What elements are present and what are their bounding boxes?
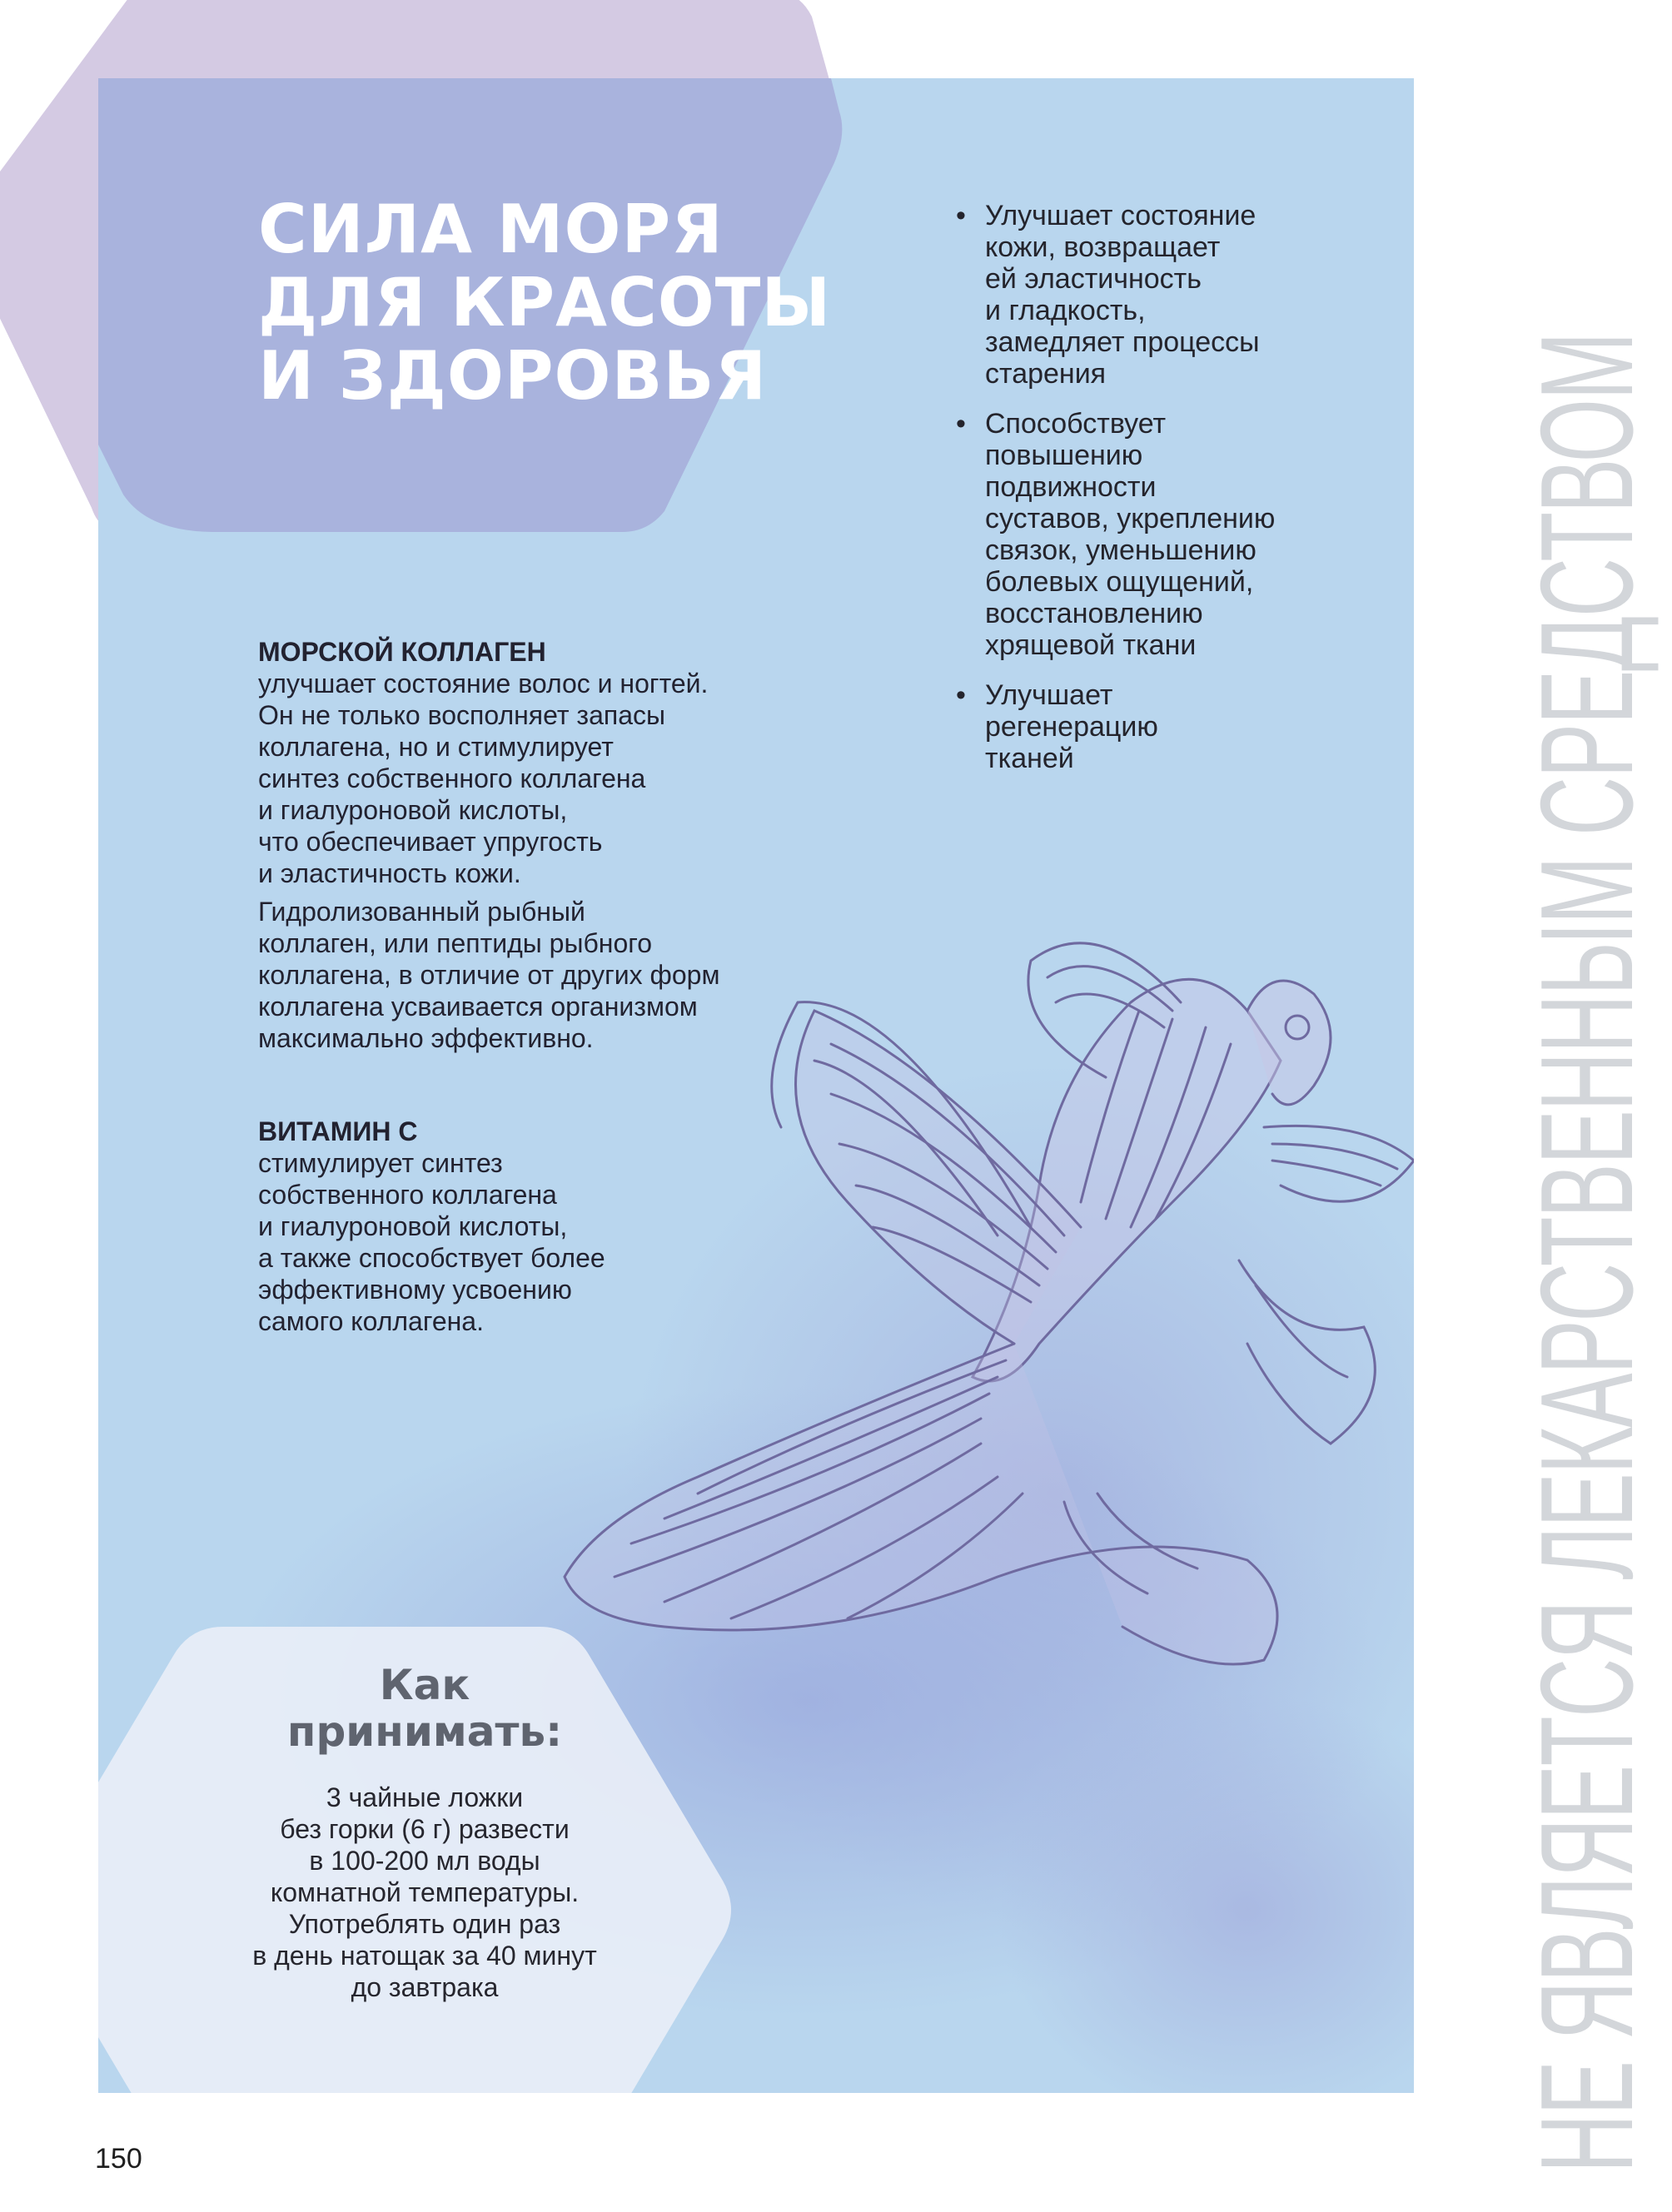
benefit-line: связок, уменьшению xyxy=(985,534,1256,566)
collagen-heading: МОРСКОЙ КОЛЛАГЕН xyxy=(258,637,546,667)
collagen-line: улучшает состояние волос и ногтей. xyxy=(258,669,709,698)
benefit-line: болевых ощущений, xyxy=(985,566,1254,598)
collagen-line: коллагена, в отличие от других форм xyxy=(258,960,720,990)
benefit-line: кожи, возвращает xyxy=(985,231,1221,263)
collagen-line: коллагена усваивается организмом xyxy=(258,992,698,1021)
vitamin-c-line: эффективному усвоению xyxy=(258,1275,572,1305)
instruction-line: без горки (6 г) развести xyxy=(280,1814,570,1844)
vitamin-c-line: самого коллагена. xyxy=(258,1306,484,1336)
benefit-line: и гладкость, xyxy=(985,295,1146,326)
collagen-line: коллаген, или пептиды рыбного xyxy=(258,928,653,958)
instruction-line: комнатной температуры. xyxy=(270,1877,580,1907)
benefit-line: • Улучшает состояние xyxy=(985,200,1256,231)
side-notice-area xyxy=(1421,0,1672,2212)
benefit-line: старения xyxy=(985,358,1107,390)
benefit-item xyxy=(956,200,1364,390)
how-to-take-instructions xyxy=(192,1782,658,2003)
collagen-line: Гидролизованный рыбный xyxy=(258,897,585,927)
page-title xyxy=(258,193,891,413)
vitamin-c-section xyxy=(258,1116,724,1337)
title-line: И ЗДОРОВЬЯ xyxy=(258,337,768,415)
collagen-line: и эластичность кожи. xyxy=(258,858,521,888)
benefits-list xyxy=(956,200,1364,793)
benefit-line: ей эластичность xyxy=(985,263,1202,295)
vitamin-c-heading: ВИТАМИН С xyxy=(258,1116,418,1146)
vitamin-c-line: а также способствует более xyxy=(258,1243,605,1273)
instruction-line: Употреблять один раз xyxy=(288,1909,561,1939)
page-number: 150 xyxy=(95,2143,142,2175)
side-notice: НЕ ЯВЛЯЕТСЯ ЛЕКАРСТВЕННЫМ СРЕДСТВОМ xyxy=(1514,332,1660,2173)
benefit-line: подвижности xyxy=(985,471,1157,503)
vitamin-c-line: стимулирует синтез xyxy=(258,1148,503,1178)
vitamin-c-line: и гиалуроновой кислоты, xyxy=(258,1211,568,1241)
collagen-line: Он не только восполняет запасы xyxy=(258,700,665,730)
collagen-line: максимально эффективно. xyxy=(258,1023,594,1053)
benefit-line: хрящевой ткани xyxy=(985,629,1197,661)
instruction-line: в день натощак за 40 минут xyxy=(252,1941,597,1971)
benefit-line: повышению xyxy=(985,440,1143,471)
collagen-line: коллагена, но и стимулирует xyxy=(258,732,614,762)
how-title-line: принимать: xyxy=(286,1707,563,1756)
instruction-line: до завтрака xyxy=(351,1972,499,2002)
benefit-line: восстановлению xyxy=(985,598,1203,629)
collagen-line: и гиалуроновой кислоты, xyxy=(258,795,568,825)
how-title-line: Как xyxy=(379,1661,470,1709)
instruction-line: 3 чайные ложки xyxy=(326,1782,524,1812)
instruction-line: в 100-200 мл воды xyxy=(309,1846,540,1876)
vitamin-c-line: собственного коллагена xyxy=(258,1180,557,1210)
how-to-take-title xyxy=(208,1662,641,1755)
benefit-line: регенерацию xyxy=(985,711,1158,743)
benefit-line: тканей xyxy=(985,743,1074,774)
collagen-section xyxy=(258,636,791,1054)
collagen-line: синтез собственного коллагена xyxy=(258,763,646,793)
benefit-line: суставов, укреплению xyxy=(985,503,1276,534)
benefit-item xyxy=(956,408,1364,661)
benefit-line: • Способствует xyxy=(985,408,1167,440)
benefit-line: • Улучшает xyxy=(985,679,1113,711)
title-line: ДЛЯ КРАСОТЫ xyxy=(258,264,832,341)
benefit-item xyxy=(956,679,1364,774)
collagen-line: что обеспечивает упругость xyxy=(258,827,603,857)
title-line: СИЛА МОРЯ xyxy=(258,191,724,268)
benefit-line: замедляет процессы xyxy=(985,326,1260,358)
